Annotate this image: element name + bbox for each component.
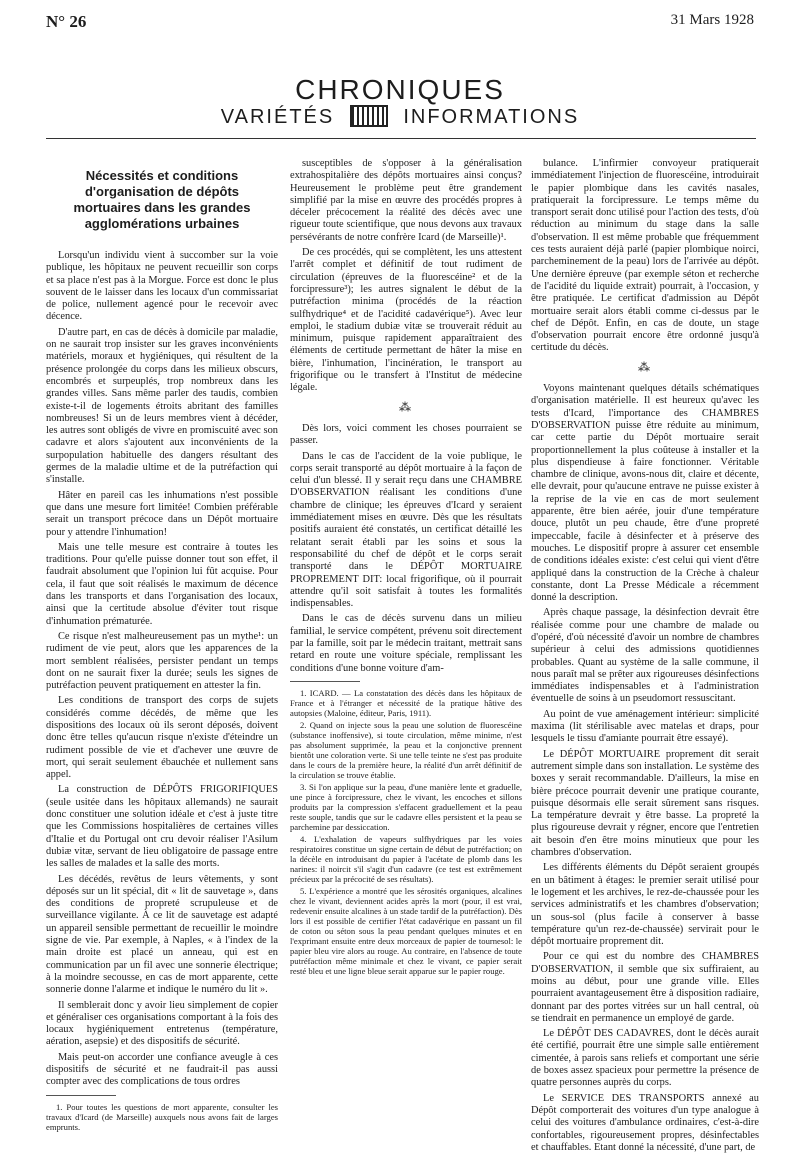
paragraph: 2. Quand on injecte sous la peau une solution de fluorescéine (substance inoffensive), si toute circulation, même minime, n'est pas absolument supprimée, la peau et la conjonctive prennent bientôt une coloration verte. Si une telle teinte ne s'est pas produite dans le cours de la première heure, la réalité d'un arrêt définitif de la circulation se trouve établie. — [290, 719, 522, 780]
subtitle-right: INFORMATIONS — [403, 106, 580, 128]
column-2-notes — [290, 688, 522, 976]
paragraph: Les différents éléments du Dépôt seraient groupés en un bâtiment à étages: le premier serait utilisé pour le logement et les archives, le rez-de-chaussée pour les services administratifs et les chambres d'observation; un sous-sol (plus facile à conserver à basse température qu'un rez-de-chaussée) servirait pour le dépôt mortuaire proprement dit. — [531, 862, 759, 948]
paragraph: Le DÉPÔT DES CADAVRES, dont le décès aurait été certifié, pourrait être une simple salle entièrement cimentée, à parois sans reliefs et comportant une série de boxes assez spacieux pour permettre la présence de quatre personnes auprès du corps. — [531, 1028, 759, 1089]
paragraph: Après chaque passage, la désinfection devrait être réalisée comme pour une chambre de malade ou d'opéré, d'où nécessité d'avoir un nombre de chambres supérieur à celui des admissions quotidiennes probables. Quant au système de la salle commune, il nous paraît mal se prêter aux rigoureuses désinfections immédiates indispensables et à l'administration éventuelle de soins à un pseudomort ressuscitant. — [531, 607, 759, 705]
paragraph: 4. L'exhalation de vapeurs sulfhydriques par les voies respiratoires constitue un signe certain de début de putréfaction; on la décèle en introduisant du papier à l'acétate de plomb dans les narines: il noircit s'il s'agit d'un cadavre (ce test est extrêmement précieux par la précocité de ses résultats). — [290, 833, 522, 884]
paragraph: Pour ce qui est du nombre des CHAMBRES D'OBSERVATION, il semble que six suffiraient, au moins au début, pour une grande ville. Elles pourraient avantageusement être à disposition radiaire, donnant par des portes vitrées sur un hall central, où se tiendrait en permanence un employé de garde. — [531, 951, 759, 1024]
section-title: CHRONIQUES — [295, 74, 505, 105]
paragraph: La construction de DÉPÔTS FRIGORIFIQUES (seule usitée dans les hôpitaux allemands) ne saurait donc constituer une solution idéale et c'est à juste titre que les Commissions hospitalières de certaines villes d'Italie et du Portugal ont cru devoir réaliser l'Asilum dubiæ vitæ, servant de lieu obligatoire de passage entre les salles de malades et la salle des morts. — [46, 784, 278, 870]
paragraph: De ces procédés, qui se complètent, les uns attestent l'arrêt complet et définitif de tout rudiment de circulation (épreuves de la fluorescéine² et de la forcipressure³); les autres signalent le début de la putréfaction minima (procédés de la réaction sulfhydrique⁴ et de l'acidité cadavérique⁵). Avec leur emploi, le stadium dubiæ vitæ se trouverait réduit au minimum, puisque rapidement apparaîtraient des éléments de certitude permettant de hâter la mise en bière, l'inhumation, l'incinération, le transport au frigorifique ou le transfert à l'Institut de médecine légale. — [290, 247, 522, 394]
paragraph: Dès lors, voici comment les choses pourraient se passer. — [290, 422, 522, 447]
paragraph: Les décédés, revêtus de leurs vêtements, y sont déposés sur un lit spécial, dit « lit de sauvetage », dans des conditions de propreté scrupuleuse et de surveillance vigilante. À ce lit de sauvetage est adapté un appareil sensible permettant de recueillir le moindre signe de vie. Par exemple, à Naples, « à l'index de la main droite est placé un anneau, qui est en communication par un fil avec une sonnerie électrique; à la moindre secousse, en cas de mort apparente, cette sonnerie donne l'alarme et indique le numéro du lit ». — [46, 873, 278, 996]
paragraph: 5. L'expérience a montré que les sérosités organiques, alcalines chez le vivant, deviennent acides après la mort (pour, il est vrai, redevenir ensuite alcalines à un stade tardif de la putréfaction). Dès lors il est possible de certifier l'état cadavérique en passant un fil de coton ou séton sous la peau pendant quelques minutes et en l'exprimant ensuite entre deux morceaux de papier de tournesol: le papier bleu vire alors au rouge. Au contraire, en l'absence de toute putréfaction même minimale et chez le vivant, ce papier serait resté bleu et une ligne bleue serait apparue sur le papier rouge. — [290, 885, 522, 976]
paragraph: Hâter en pareil cas les inhumations n'est possible que dans une mesure fort limitée! Combien préférable serait un transport précoce dans un Dépôt mortuaire pour y attendre l'inhumation! — [46, 489, 278, 538]
column-2 — [290, 158, 522, 978]
paragraph: Mais une telle mesure est contraire à toutes les traditions. Pour qu'elle puisse donner tout son effet, il faudrait absolument que l'opinion lui fût acquise. Pour cela, il faut que soit réalisés le maximum de décence dans les transports et dans l'organisation des locaux, ainsi que la certitude absolue d'éviter tout risque d'inhumation prématurée. — [46, 541, 278, 627]
paragraph: D'autre part, en cas de décès à domicile par maladie, on ne saurait trop insister sur les graves inconvénients matériels, moraux et hygiéniques, qui résultent de la présence prolongée du corps dans les milieux obscurs, encombrés et surpeuplés, trop nombreux dans les grandes villes. Sans même parler des taudis, combien existe-t-il de logements étroits abritant des familles nombreuses! Si un de leurs membres vient à décéder, les autres sont obligés de vivre en promiscuité avec son cadavre et alors s'ajoutent aux inconvénients de la surpopulation habituelle des dangers résultant des germes de la maladie ultime et de la putréfaction qui s'installe. — [46, 326, 278, 486]
column-1 — [46, 158, 278, 1134]
paragraph: Dans le cas de l'accident de la voie publique, le corps serait transporté au dépôt mortuaire à la façon de celui d'un blessé. Il y serait reçu dans une CHAMBRE D'OBSERVATION réalisant les conditions d'une chambre de clinique; les épreuves d'Icard y seraient immédiatement mises en œuvre. Dès que les résultats positifs auraient été constatés, un certificat détaillé les relatant serait établi par les soins et sous la responsabilité du chef de dépôt et le corps serait transporté dans le DÉPÔT MORTUAIRE PROPREMENT DIT: local frigorifique, où il pourrait attendre qu'il soit satisfait à toutes les formalités indispensables. — [290, 450, 522, 610]
column-3-body-top — [531, 158, 759, 355]
paragraph: susceptibles de s'opposer à la généralisation extrahospitalière des dépôts mortuaires ainsi conçus? Heureusement le problème peut être grandement simplifié par la mise en œuvre des procédés propres à déceler précocement la réalité des décès avec une rigueur toute scientifique, que nous devons aux travaux persévérants de notre confrère Icard (de Marseille)¹. — [290, 158, 522, 243]
paragraph: Il semblerait donc y avoir lieu simplement de copier et généraliser ces organisations comportant à la fois des locaux hygiéniquement entretenus (température, aération, asepsie) et des dispositifs de sécurité. — [46, 999, 278, 1048]
paragraph: 3. Si l'on applique sur la peau, d'une manière lente et graduelle, une pince à forcipressure, chez le vivant, les encoches et sillons produits par la compression s'effacent graduellement et la peau reste souple, tandis que sur le cadavre elles persistent et la peau se parcheminе par dessiccation. — [290, 781, 522, 832]
section-divider-stars: ⁂ — [638, 359, 652, 374]
column-1-footnote: 1. Pour toutes les questions de mort apparente, consulter les travaux d'Icard (de Marseille) auxquels nous avons fait de larges emprunts. — [46, 1101, 278, 1132]
paragraph: Lorsqu'un individu vient à succomber sur la voie publique, les hôpitaux ne peuvent recueillir son corps et sa place n'est pas à la Morgue. Force est donc le plus souvent de le laisser dans les locaux d'un commissariat de police, nullement agencé pour le recevoir avec décence. — [46, 250, 278, 323]
paragraph: Le DÉPÔT MORTUAIRE proprement dit serait autrement simple dans son installation. Le système des boxes y serait recommandable. D'ailleurs, la mise en bière précoce pourrait devenir une pratique courante, puisque désormais elle serait sûrement sans risques. La température devrait y être basse. La propreté la plus rigoureuse devrait y régner, encore que l'entretien ait besoin d'en être moins minutieux que pour les chambres d'observation. — [531, 748, 759, 859]
column-2-body-bottom — [290, 423, 522, 675]
section-divider-stars: ⁂ — [399, 399, 413, 414]
footnote-rule — [46, 1095, 116, 1096]
column-1-body — [46, 250, 278, 1089]
paragraph: bulance. L'infirmier convoyeur pratiquerait immédiatement l'injection de fluorescéine, introduirait le papier plombique dans les cavités nasales, pratiquerait la forcipressure. Le temps même du transport serait donc utilisé pour l'action des tests, d'où réduction au minimum du stage dans la salle d'observation. Il est même probable que fréquemment ces tests auraient déjà parlé (papier plombique noirci, parcheminement de la peau) lors de l'arrivée au dépôt. Une dernière épreuve (par exemple séton et recherche de l'acidité du liquide extrait) pourrait, à l'occasion, y être pratiquée. Le certificat d'admission au Dépôt mortuaire serait alors établi comme ci-dessus par le chef de Dépôt. Enfin, en cas de doute, un stage d'observation pourrait encore être ordonné jusqu'à certitude du décès. — [531, 158, 759, 354]
paragraph: 1. ICARD. — La constatation des décès dans les hôpitaux de France et à l'étranger et nécessité de la pratique hâtive des autopsies (Maloine, éditeur, Paris, 1911). — [290, 687, 522, 718]
notes-rule — [290, 681, 360, 682]
issue-date: 31 Mars 1928 — [670, 12, 754, 28]
subtitle-left: VARIÉTÉS — [220, 106, 335, 128]
paragraph: Ce risque n'est malheureusement pas un mythe¹: un rudiment de vie peut, alors que les apparences de la mort semblent réalisées, persister pendant un temps dont on ne saurait fixer la durée; seuls les signes de putréfaction peuvent pratiquement en attester la fin. — [46, 630, 278, 692]
issue-number: N° 26 — [46, 12, 87, 31]
paragraph: Voyons maintenant quelques détails schématiques d'organisation matérielle. Il est heureux qu'avec les tests d'Icard, l'importance des CHAMBRES D'OBSERVATION puisse être réduite au minimum, car cette partie du Dépôt mortuaire serait proportionnellement la plus coûteuse à installer et la plus dispendieuse à faire fonctionner. Véritable chambre de clinique, avons-nous dit, claire et décente, elle devrait, pour qu'aucune entrave ne puisse exister à la reprise de la vie en cas de mort seulement apparente, être bien aérée, jouir d'une température douce, plutôt un peu chaude, être d'une propreté impeccable, facile à désinfecter et à préserve des mouches. Le dispositif propre à assurer cet ensemble de conditions idéales existe: c'est celui qui vient d'être appliqué dans la construction de la Crèche à chaleur constante, dont La Presse Médicale a récemment donné la description. — [531, 383, 759, 604]
paragraph: Dans le cas de décès survenu dans un milieu familial, le service compétent, prévenu soit directement par la famille, soit par le médecin traitant, mettrait sans retard en route une voiture spéciale, remplissant les conditions d'une bonne voiture d'am- — [290, 613, 522, 674]
article-title: Nécessités et conditions d'organisation de dépôts mortuaires dans les grandes agglomérations urbaines — [73, 168, 251, 231]
paragraph: Mais peut-on accorder une confiance aveugle à ces dispositifs de sécurité et ne faudrait-il pas aussi compter avec des complications de tous ordres — [46, 1051, 278, 1088]
header-rule — [46, 138, 756, 139]
paragraph: Au point de vue aménagement intérieur: simplicité maxima (lit stérilisable avec matelas et draps, pour lesquels le tissu d'amiante pourrait être essayé). — [531, 708, 759, 745]
paragraph: Le SERVICE DES TRANSPORTS annexé au Dépôt comporterait des voitures d'un type analogue à celui des voitures d'ambulance ordinaires, c'est-à-dire confortables, rigoureusement propres, désinfectables et chauffables. Etant donné la nécessité, d'une part, de — [531, 1092, 759, 1153]
section-subtitle — [0, 106, 800, 129]
column-3-body-bottom — [531, 383, 759, 1154]
column-3 — [531, 158, 759, 1157]
paragraph: Les conditions de transport des corps de sujets considérés comme décédés, de même que les dispositions des locaux où ils seront déposés, doivent donc être telles qu'aucun risque n'existe d'éteindre un rudiment possible de vie et d'achever une œuvre de mort, qui serait seulement ébauchée et nullement sans appel. — [46, 695, 278, 781]
column-2-body-top — [290, 158, 522, 395]
ornament-icon — [350, 105, 388, 127]
